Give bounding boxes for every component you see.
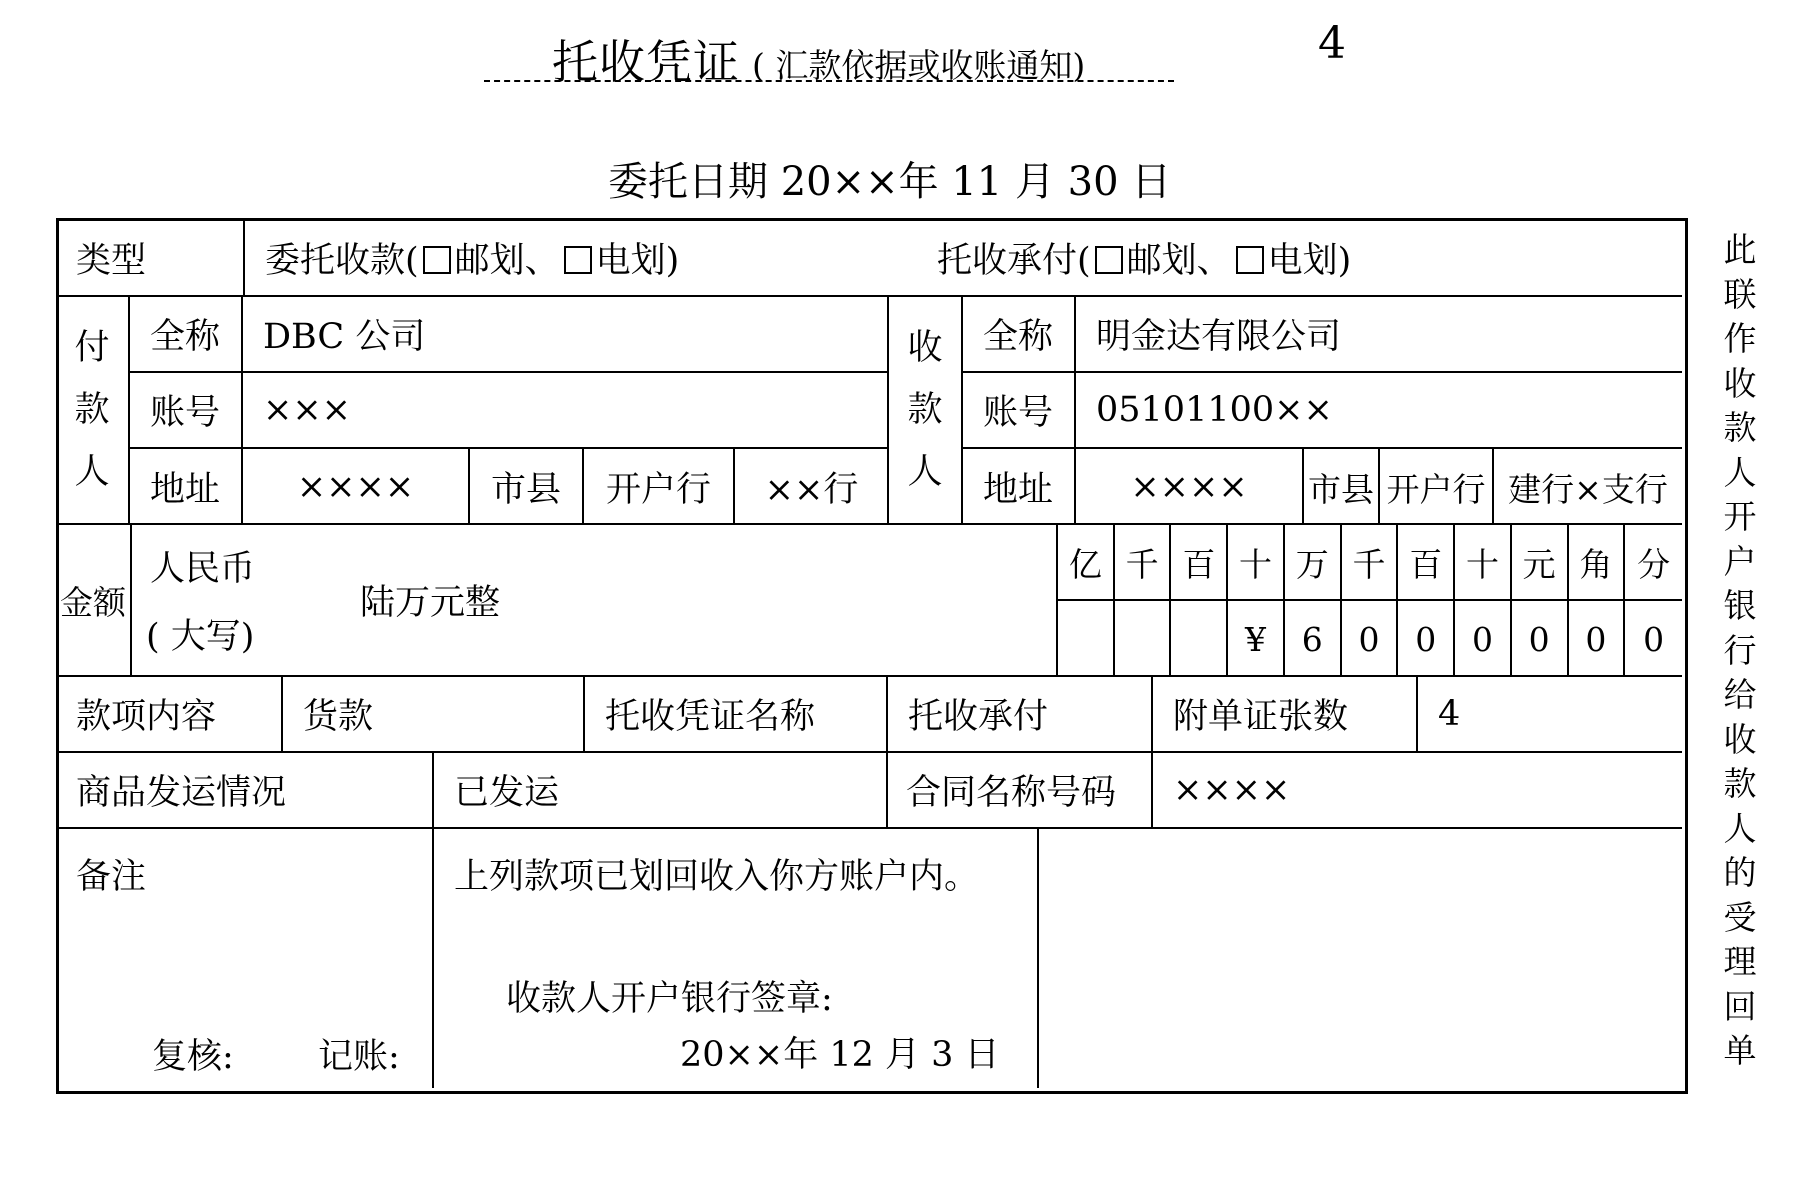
payer-name: DBC 公司 (243, 297, 889, 373)
digit-unit: 亿 (1058, 525, 1115, 601)
digit-grid (1058, 525, 1682, 675)
content-value: 货款 (283, 677, 585, 753)
type-label: 类型 (56, 221, 245, 297)
content-row (56, 677, 1682, 753)
title-main: 托收凭证 (552, 35, 740, 89)
payer-account: ××× (243, 373, 889, 449)
content-label: 款项内容 (56, 677, 283, 753)
bank-notice-cell (434, 829, 1039, 1088)
rmb-label: 人民币 (150, 549, 256, 589)
digit-unit: 角 (1569, 525, 1626, 601)
digit-unit: 千 (1115, 525, 1172, 601)
voucher-title (484, 18, 1174, 89)
payer-label: 付 款 人 (56, 297, 130, 523)
capital-value: 陆万元整 (360, 583, 501, 623)
payee-account-label: 账号 (963, 373, 1076, 449)
payee-address-label: 地址 (963, 449, 1076, 525)
digit-value: 0 (1398, 601, 1455, 677)
remarks-label: 备注 (76, 857, 147, 897)
amount-digits (1058, 525, 1682, 677)
payee-name-label: 全称 (963, 297, 1076, 373)
digit-unit: 十 (1228, 525, 1285, 601)
payer-city-label: 市县 (470, 449, 584, 525)
digit-value: 0 (1512, 601, 1569, 677)
shipping-value: 已发运 (434, 753, 888, 829)
digit-value: 0 (1342, 601, 1399, 677)
payer-account-label: 账号 (130, 373, 243, 449)
digit-unit: 千 (1342, 525, 1399, 601)
bank-seal-label: 收款人开户银行签章: (506, 979, 833, 1019)
payee-label: 收 款 人 (889, 297, 963, 523)
payer-block (56, 297, 889, 525)
payer-address-label: 地址 (130, 449, 243, 525)
checkbox-wire-transfer-2[interactable] (1236, 246, 1264, 274)
checkbox-post-transfer-2[interactable] (1095, 246, 1123, 274)
checkbox-post-transfer[interactable] (423, 246, 451, 274)
type-options (245, 221, 1682, 297)
digit-value (1115, 601, 1172, 677)
bookkeeper-label: 记账: (318, 1037, 400, 1077)
amount-label: 金额 (56, 525, 132, 677)
shipping-row (56, 753, 1682, 829)
payee-block (889, 297, 1682, 525)
payee-name: 明金达有限公司 (1076, 297, 1682, 373)
payee-account: 05101100×× (1076, 373, 1682, 449)
digit-value: 0 (1569, 601, 1626, 677)
payer-bank: ××行 (764, 470, 859, 510)
remarks-cell (56, 829, 434, 1088)
entrust-date: 委托日期 20××年 11 月 30 日 (608, 159, 1172, 205)
contract-label: 合同名称号码 (888, 753, 1153, 829)
payee-city-label: 市县 (1304, 449, 1380, 525)
attachments-label: 附单证张数 (1153, 677, 1418, 753)
digit-unit: 万 (1285, 525, 1342, 601)
amount-capital (132, 525, 1058, 677)
payee-address: ×××× (1076, 449, 1304, 525)
type-option-entrust: 委托收款( 邮划、 电划) (265, 241, 680, 281)
parties-block (56, 297, 1682, 525)
digit-value: ¥ (1228, 601, 1285, 677)
digit-value (1058, 601, 1115, 677)
remarks-row (56, 829, 1682, 1088)
reviewer-label: 复核: (152, 1037, 234, 1077)
notice-text: 上列款项已划回收入你方账户内。 (454, 857, 980, 897)
payee-bank-label: 开户行 (1380, 449, 1494, 525)
voucher-name-value: 托收承付 (888, 677, 1153, 753)
copy-purpose-note: 此联作收款人开户银行给收款人的受理回单 (1723, 230, 1757, 1070)
payer-bank-label: 开户行 (584, 449, 735, 525)
payer-name-label: 全称 (130, 297, 243, 373)
bank-seal-area (1039, 829, 1682, 1088)
digit-value (1171, 601, 1228, 677)
digit-unit: 百 (1171, 525, 1228, 601)
payee-bank: 建行×支行 (1508, 469, 1668, 509)
digit-value: 0 (1455, 601, 1512, 677)
digit-value: 6 (1285, 601, 1342, 677)
contract-value: ×××× (1153, 753, 1682, 829)
attachments-value: 4 (1418, 677, 1682, 753)
title-subtitle: ( 汇款依据或收账通知) (752, 46, 1086, 85)
digit-value: 0 (1643, 619, 1665, 659)
digit-unit: 分 (1625, 525, 1682, 601)
shipping-label: 商品发运情况 (56, 753, 434, 829)
voucher-name-label: 托收凭证名称 (585, 677, 888, 753)
type-row (56, 221, 1682, 297)
type-option-collection-acceptance: 托收承付( 邮划、 电划) (937, 241, 1352, 281)
seal-date: 20××年 12 月 3 日 (680, 1035, 1000, 1075)
digit-unit: 元 (1512, 525, 1569, 601)
digit-unit: 百 (1398, 525, 1455, 601)
capital-label: ( 大写) (146, 617, 255, 657)
digit-unit: 十 (1455, 525, 1512, 601)
amount-row (56, 525, 1682, 677)
checkbox-wire-transfer[interactable] (564, 246, 592, 274)
copy-number: 4 (1318, 18, 1346, 69)
payer-address: ×××× (243, 449, 470, 525)
